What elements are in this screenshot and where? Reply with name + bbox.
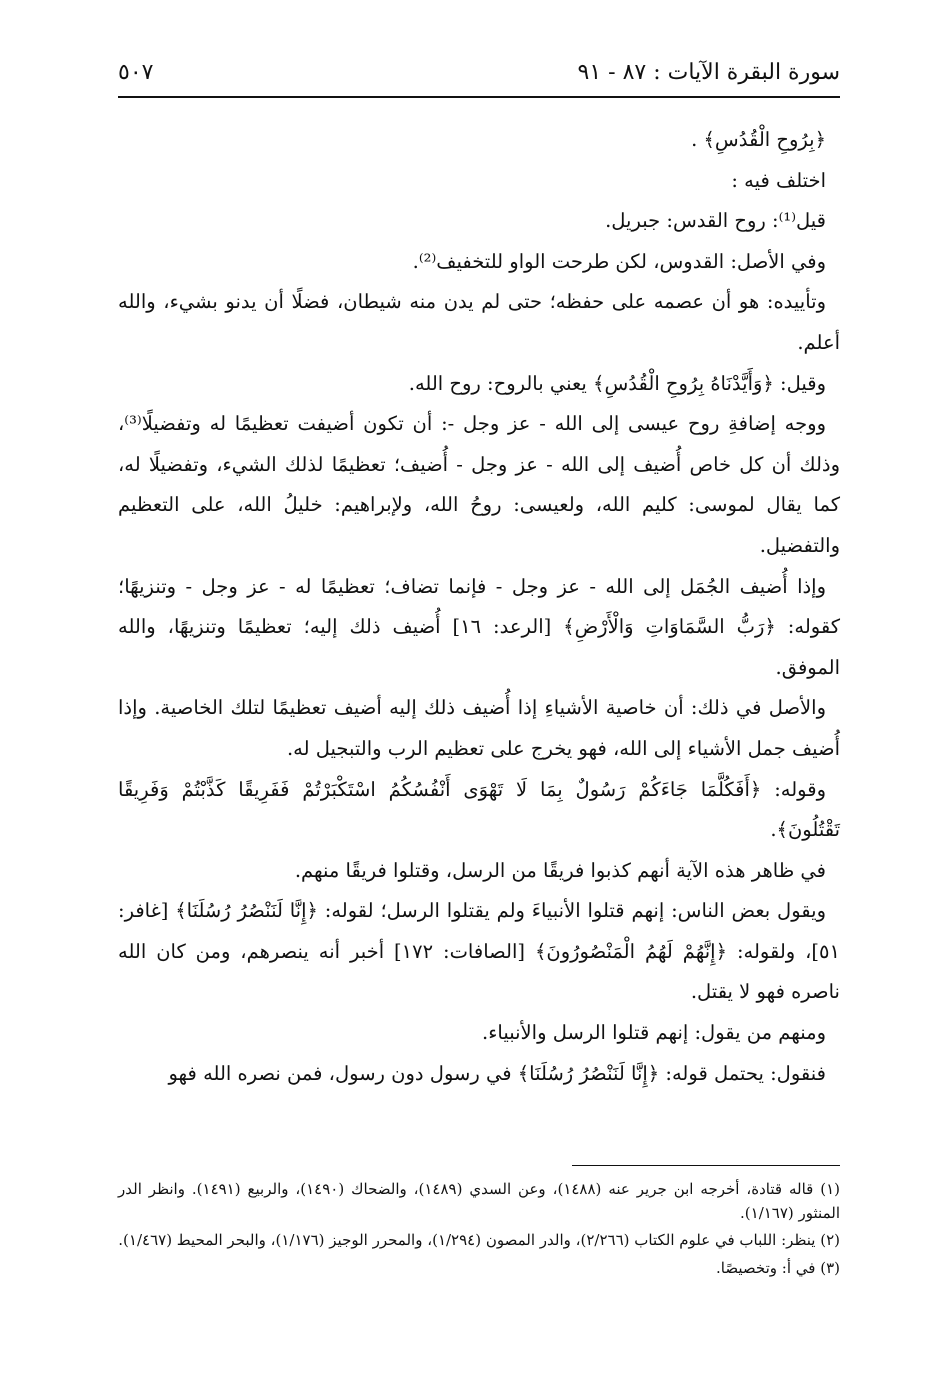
paragraph: ومنهم من يقول: إنهم قتلوا الرسل والأنبياء. — [482, 1021, 826, 1045]
footnote: (٣) في أ: وتخصيصًا. — [716, 1258, 840, 1277]
footnote: (٢) ينظر: اللباب في علوم الكتاب (٢/٢٦٦)، والدر المصون (١/٢٩٤)، والمحرر الوجيز (١/١٧٦)، والبحر المحيط (١/٤٦٧). — [118, 1231, 840, 1249]
paragraph: ويقول بعض الناس: إنهم قتلوا الأنبياءَ ولم يقتلوا الرسل؛ لقوله: ﴿إِنَّا لَنَنْصُرُ رُسُلَنَا﴾ [غافر: ٥١]، ولقوله: ﴿إِنَّهُمْ لَهُمُ الْمَنْصُورُونَ﴾ [الصافات: ١٧٢] أخبر أنه ينصرهم، ومن كان الله ناصره فهو لا يقتل. — [118, 899, 840, 1004]
paragraph: وقيل: ﴿وَأَيَّدْنَاهُ بِرُوحِ الْقُدُسِ﴾ يعني بالروح: روح الله. — [408, 371, 826, 395]
book-page — [118, 52, 840, 1342]
paragraph: فنقول: يحتمل قوله: ﴿إِنَّا لَنَنْصُرُ رُسُلَنَا﴾ في رسول دون رسول، فمن نصره الله فهو — [168, 1061, 826, 1085]
header-rule — [118, 96, 840, 98]
chapter-title: سورة البقرة الآيات : ٨٧ - ٩١ — [577, 60, 840, 85]
paragraph: قيل⁽¹⁾: روح القدس: جبريل. — [605, 209, 826, 233]
paragraph: في ظاهر هذه الآية أنهم كذبوا فريقًا من الرسل، وقتلوا فريقًا منهم. — [294, 858, 826, 882]
paragraph: وإذا أُضيف الجُمَل إلى الله - عز وجل - فإنما تضاف؛ تعظيمًا له - عز وجل - وتنزيهًا؛ كقوله: ﴿رَبُّ السَّمَاوَاتِ وَالْأَرْضِ﴾ [الرعد: ١٦] أُضيف ذلك إليه؛ تعظيمًا وتنزيهًا، والله الموفق. — [118, 574, 840, 679]
running-header — [118, 60, 840, 94]
footnote: (١) قاله قتادة، أخرجه ابن جرير عنه (١٤٨٨)، وعن السدي (١٤٨٩)، والضحاك (١٤٩٠)، والربيع (١٤٩١). وانظر الدر المنثور (١/١٦٧). — [118, 1180, 841, 1222]
paragraph: ووجه إضافةِ روح عيسى إلى الله - عز وجل -: أن تكون أضيفت تعظيمًا له وتفضيلًا⁽³⁾، وذلك أن كل خاص أُضيف إلى الله - عز وجل - أُضيف؛ تعظيمًا لذلك الشيء، وتفضيلًا له، كما يقال لموسى: كليم الله، ولعيسى: روحُ الله، ولإبراهيم: خليلُ الله، على التعظيم والتفضيل. — [118, 412, 840, 557]
paragraph: وقوله: ﴿أَفَكُلَّمَا جَاءَكُمْ رَسُولٌ بِمَا لَا تَهْوَى أَنْفُسُكُمُ اسْتَكْبَرْتُمْ فَفَرِيقًا كَذَّبْتُمْ وَفَرِيقًا تَقْتُلُونَ﴾. — [118, 777, 840, 842]
page-number: ٥٠٧ — [118, 60, 154, 85]
paragraph: وتأييده: هو أن عصمه على حفظه؛ حتى لم يدن منه شيطان، فضلًا أن يدنو بشيء، والله أعلم. — [118, 290, 840, 354]
main-text — [118, 120, 840, 1094]
paragraph: اختلف فيه : — [731, 168, 826, 192]
paragraph: وفي الأصل: القدوس، لكن طرحت الواو للتخفيف⁽²⁾. — [412, 249, 826, 273]
footnote-rule — [572, 1165, 840, 1166]
paragraph: والأصل في ذلك: أن خاصية الأشياءِ إذا أُضيف ذلك إليه أضيف تعظيمًا لتلك الخاصية. وإذا أُضيف جمل الأشياء إلى الله، فهو يخرج على تعظيم الرب والتبجيل له. — [118, 696, 840, 760]
footnotes — [118, 1178, 840, 1284]
paragraph: ﴿بِرُوحِ الْقُدُسِ﴾ . — [691, 128, 826, 151]
